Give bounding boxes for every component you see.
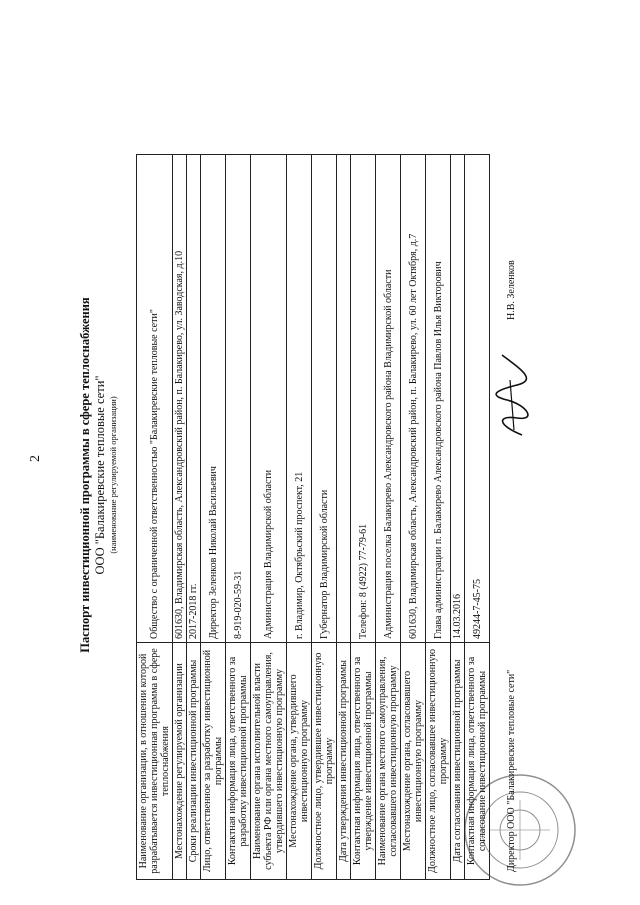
document-body	[78, 70, 568, 880]
row-value: г. Владимир, Октябрьский проспект, 21	[287, 155, 312, 643]
table-row	[337, 155, 351, 880]
organization-name: ООО "Балакиревские тепловые сети"	[93, 375, 107, 575]
row-value: Общество с ограниченной ответственностью "Балакиревские тепловые сети"	[137, 155, 173, 643]
organization-caption: (наименование регулируемой организации)	[108, 396, 118, 554]
row-value	[337, 155, 351, 643]
row-value: 601630, Владимирская область, Александровский район, п. Балакирево, ул. Заводская, д.10	[173, 155, 187, 643]
table-row	[426, 155, 451, 880]
row-label: Лицо, ответственное за разработку инвестиционной программы	[201, 643, 226, 880]
table-row	[351, 155, 376, 880]
table-row	[376, 155, 401, 880]
row-value: 8-919-020-59-31	[226, 155, 251, 643]
row-value: Директор Зеленков Николай Васильевич	[201, 155, 226, 643]
row-value: Губернатор Владимирской области	[312, 155, 337, 643]
row-label: Местонахождение органа, утвердившего инвестиционную программу	[287, 643, 312, 880]
row-label: Дата утверждения инвестиционной программы	[337, 643, 351, 880]
table-row	[173, 155, 187, 880]
row-value: 2017-2018 гг.	[187, 155, 201, 643]
row-value: Администрация Владимирской области	[251, 155, 287, 643]
page-number: 2	[28, 455, 43, 462]
table-row	[312, 155, 337, 880]
stamp-seal-icon	[460, 770, 580, 890]
row-value: 49244-7-45-75	[465, 155, 490, 643]
row-value: 601630, Владимирская область, Александровский район, п. Балакирево, ул. 60 лет Октября, д.7	[401, 155, 426, 643]
signature-organization: Директор ООО "Балакиревские тепловые сети"	[506, 669, 517, 872]
row-value: Глава администрации п. Балакирево Александровского района Павлов Илья Викторович	[426, 155, 451, 643]
passport-table	[136, 154, 490, 880]
row-label: Наименование органа местного самоуправления, согласовавшего инвестиционную программу	[376, 643, 401, 880]
row-value: Администрация поселка Балакирево Александровского района Владимирской области	[376, 155, 401, 643]
signature-block	[500, 154, 570, 880]
table-row	[251, 155, 287, 880]
table-row	[137, 155, 173, 880]
row-label: Местонахождение органа, согласовавшего инвестиционную программу	[401, 643, 426, 880]
document-title: Паспорт инвестиционной программы в сфере теплоснабжения	[78, 297, 92, 653]
table-row	[187, 155, 201, 880]
table-row	[287, 155, 312, 880]
row-label: Наименование органа исполнительной власти субъекта РФ или органа местного самоуправления, утвердившего инвестиционную программу	[251, 643, 287, 880]
row-label: Должностное лицо, утвердившее инвестиционную программу	[312, 643, 337, 880]
row-label: Контактная информация лица, ответственного за утверждение инвестиционной программы	[351, 643, 376, 880]
row-label: Дата согласования инвестиционной программы	[451, 643, 465, 880]
table-row	[201, 155, 226, 880]
row-label: Наименование организации, в отношении которой разрабатывается инвестиционная программа в сфере теплоснабжения	[137, 643, 173, 880]
row-label: Контактная информация лица, ответственного за разработку инвестиционной программы	[226, 643, 251, 880]
row-label: Контактная информация лица, ответственного за согласование инвестиционной программы	[465, 643, 490, 880]
table-row	[226, 155, 251, 880]
row-value: Телефон: 8 (4922) 77-79-61	[351, 155, 376, 643]
handwritten-signature-icon	[492, 350, 532, 440]
row-value: 14.03.2016	[451, 155, 465, 643]
row-label: Должностное лицо, согласовавшее инвестиционную программу	[426, 643, 451, 880]
row-label: Сроки реализации инвестиционной программы	[187, 643, 201, 880]
row-label: Местонахождение регулируемой организации	[173, 643, 187, 880]
signatory-name: Н.В. Зеленков	[506, 260, 517, 320]
table-row	[401, 155, 426, 880]
